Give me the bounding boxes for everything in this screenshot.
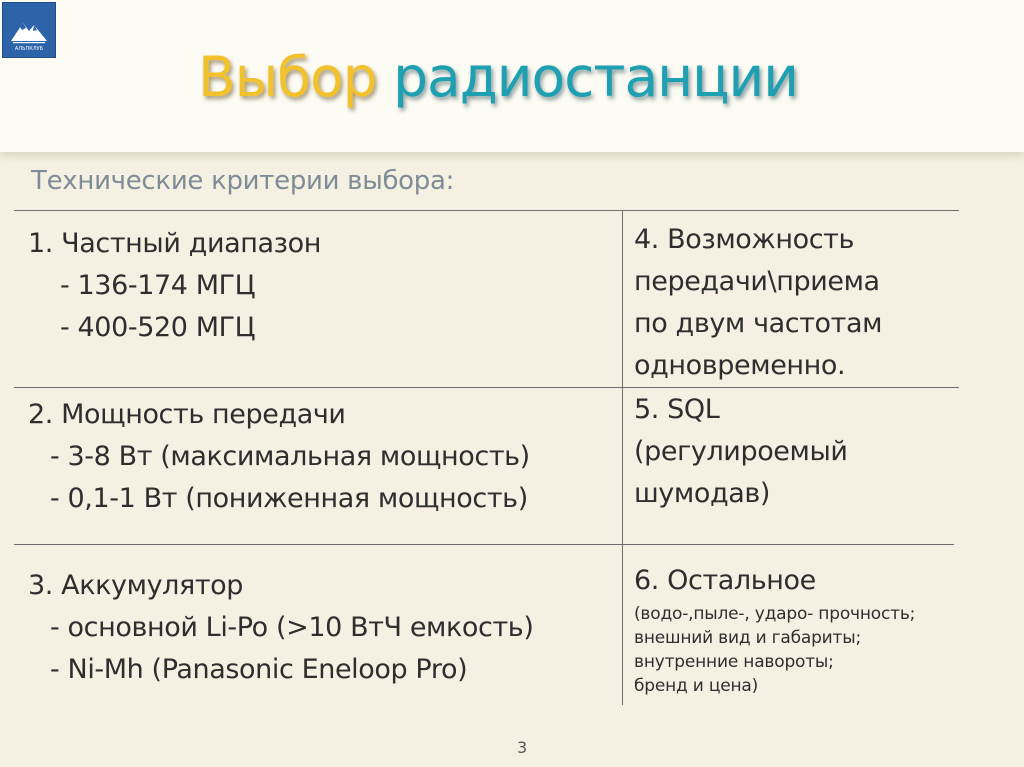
criterion-heading: 3. Аккумулятор [28,570,244,601]
table-divider-row2 [14,544,954,545]
logo-caption: АЛЬПКЛУБ [14,46,44,52]
title-word-2: радиостанции [393,45,799,109]
criterion-item: - 136-174 МГЦ [60,270,256,301]
table-divider-top [14,210,959,211]
criterion-line: (регулироемый [634,436,848,467]
criterion-detail: внешний вид и габариты; [634,628,861,648]
criterion-battery [28,565,533,691]
title-word-1: Выбор [198,45,377,109]
table-divider-column [622,210,623,705]
criterion-dual-frequency [634,219,882,387]
criterion-item: - 400-520 МГЦ [60,312,256,343]
criterion-line: передачи\приема [634,266,880,297]
criterion-line: по двум частотам [634,308,883,339]
criterion-frequency-range [28,223,321,349]
criterion-heading: 1. Частный диапазон [28,228,321,259]
criterion-heading: 6. Остальное [634,565,816,596]
mountain-logo-icon [3,3,55,57]
criterion-transmit-power [28,394,530,520]
criterion-line: 5. SQL [634,394,720,425]
logo [2,2,56,58]
criterion-item: - основной Li-Po (>10 ВтЧ емкость) [50,612,534,643]
page-title [198,42,798,112]
criterion-heading: 2. Мощность передачи [28,399,346,430]
page-number: 3 [517,738,528,757]
criteria-subtitle: Технические критерии выбора: [31,166,455,196]
criterion-item: - Ni-Mh (Panasonic Eneloop Pro) [50,654,468,685]
criterion-line: одновременно. [634,350,846,381]
criterion-item: - 0,1-1 Вт (пониженная мощность) [50,483,528,514]
criterion-other [634,560,915,698]
table-divider-row1 [14,387,959,388]
criterion-detail: (водо-,пыле-, ударо- прочность; [634,604,916,624]
criterion-sql [634,389,848,515]
criterion-line: 4. Возможность [634,224,855,255]
criterion-detail: внутренние навороты; [634,652,834,672]
criterion-detail: бренд и цена) [634,676,759,696]
criterion-line: шумодав) [634,478,771,509]
criterion-item: - 3-8 Вт (максимальная мощность) [50,441,530,472]
